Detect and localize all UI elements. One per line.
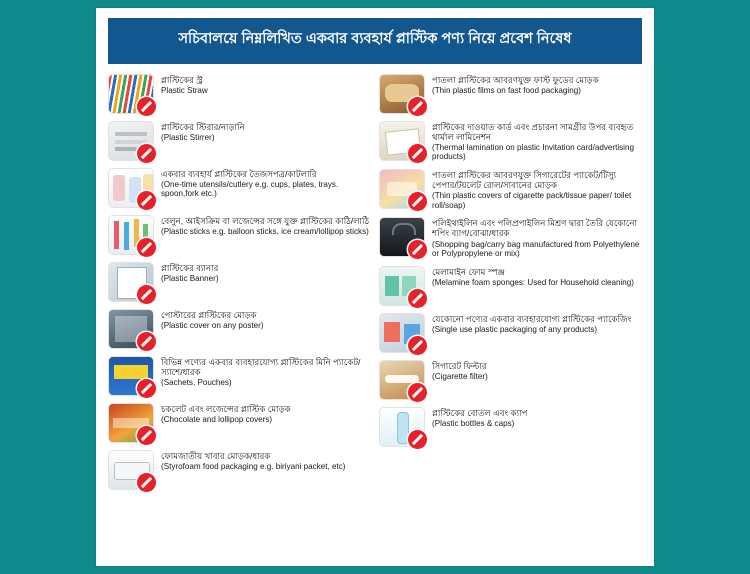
prohibition-icon — [408, 336, 427, 355]
item-label-bn: ফোমজাতীয় খাবার মোড়ক/ধারক — [161, 450, 271, 461]
list-item — [108, 309, 371, 349]
item-label-bn: প্লাস্টিকের দাওয়াত কার্ড এবং প্রচারনা সামগ্রীর উপর ব্যবহৃত থার্মাল লামিনেশন — [432, 121, 634, 142]
prohibition-icon — [408, 192, 427, 211]
poster-header-title: সচিবালয়ে নিম্নলিখিত একবার ব্যবহার্য প্লাস্টিক পণ্য নিয়ে প্রবেশ নিষেধ — [108, 18, 642, 64]
item-text — [161, 403, 291, 425]
item-label-bn: প্লাস্টিকের স্ট্র — [161, 74, 203, 85]
thumbnail-wrap — [108, 74, 154, 114]
thumbnail-wrap — [379, 313, 425, 353]
list-item — [379, 266, 642, 306]
thumbnail-wrap — [108, 309, 154, 349]
item-text — [432, 74, 599, 96]
item-label-bn: প্লাস্টিকের বোতল এবং ক্যাপ — [432, 407, 528, 418]
prohibition-icon — [408, 240, 427, 259]
item-text — [432, 217, 642, 258]
thumbnail-wrap — [108, 215, 154, 255]
thumbnail-wrap — [108, 450, 154, 490]
item-label-bn: পাতলা প্লাস্টিকের আবরণযুক্ত সিগারেটের প্যাকেট/টিস্যু পেপার/টয়লেট রোল/সাবানের মোড়ক — [432, 169, 617, 191]
item-label-en: (Thermal lamination on plastic Invitation card/advertising products) — [432, 142, 634, 162]
list-item — [108, 215, 371, 255]
item-label-en: (One-time utensils/cutlery e.g. cups, plates, trays. spoon,fork etc.) — [161, 179, 339, 199]
item-label-en: (Plastic cover on any poster) — [161, 320, 264, 330]
item-label-en: (Plastic sticks e.g. balloon sticks, ice cream/lollipop sticks) — [161, 226, 369, 236]
prohibition-icon — [408, 289, 427, 308]
item-label-en: (Melamine foam sponges: Used for Household cleaning) — [432, 277, 634, 287]
poster-card — [96, 8, 654, 566]
thumbnail-wrap — [108, 168, 154, 208]
item-text — [432, 313, 631, 335]
list-item — [108, 262, 371, 302]
thumbnail-wrap — [108, 403, 154, 443]
item-label-bn: প্লাস্টিকের স্টিরার/নাড়ানি — [161, 121, 245, 132]
poster-columns — [96, 64, 654, 497]
list-item — [379, 169, 642, 210]
item-text — [432, 121, 642, 162]
prohibition-icon — [137, 285, 156, 304]
prohibition-icon — [137, 426, 156, 445]
item-label-en: (Plastic Stirrer) — [161, 132, 215, 142]
prohibition-icon — [408, 430, 427, 449]
list-item — [379, 407, 642, 447]
thumbnail-wrap — [379, 266, 425, 306]
prohibition-icon — [137, 238, 156, 257]
item-text — [432, 360, 488, 382]
list-item — [108, 121, 371, 161]
prohibition-icon — [137, 473, 156, 492]
prohibition-icon — [408, 97, 427, 116]
list-item — [108, 356, 371, 396]
item-label-bn: মেলামাইন ফোম স্পঞ্জ — [432, 266, 506, 277]
thumbnail-wrap — [108, 262, 154, 302]
item-text — [161, 215, 369, 237]
item-label-en: (Sachets, Pouches) — [161, 377, 232, 387]
thumbnail-wrap — [379, 74, 425, 114]
item-label-en: (Thin plastic films on fast food packaging) — [432, 85, 581, 95]
item-label-en: (Styrofoam food packaging e.g. biriyani packet, etc) — [161, 461, 346, 471]
thumbnail-wrap — [379, 360, 425, 400]
list-item — [108, 403, 371, 443]
prohibition-icon — [408, 383, 427, 402]
prohibition-icon — [137, 144, 156, 163]
list-item — [379, 313, 642, 353]
list-item — [379, 360, 642, 400]
prohibition-icon — [137, 332, 156, 351]
item-label-bn: পাতলা প্লাস্টিকের আবরণযুক্ত ফাস্ট ফুডের মোড়ক — [432, 74, 599, 85]
item-text — [161, 121, 245, 143]
left-column — [108, 74, 371, 497]
list-item — [108, 168, 371, 208]
item-text — [432, 266, 634, 288]
item-label-en: (Plastic bottles & caps) — [432, 418, 515, 428]
list-item — [379, 121, 642, 162]
prohibition-icon — [408, 144, 427, 163]
item-label-bn: পোস্টারের প্লাস্টিকের মোড়ক — [161, 309, 257, 320]
item-label-bn: চকলেট এবং লজেন্সের প্লাস্টিক মোড়ক — [161, 403, 291, 414]
thumbnail-wrap — [379, 407, 425, 447]
item-label-bn: যেকোনো পণ্যের একবার ব্যবহারযোগ্য প্লাস্টিকের প্যাকেজিং — [432, 313, 632, 324]
item-label-bn: প্লাস্টিকের ব্যানার — [161, 262, 219, 273]
thumbnail-wrap — [379, 121, 425, 161]
prohibition-icon — [137, 379, 156, 398]
thumbnail-wrap — [379, 169, 425, 209]
item-text — [161, 74, 208, 96]
item-text — [161, 168, 371, 199]
prohibition-icon — [137, 191, 156, 210]
item-text — [432, 169, 642, 210]
thumbnail-wrap — [108, 356, 154, 396]
list-item — [379, 217, 642, 258]
item-label-en: (Chocolate and lollipop covers) — [161, 414, 273, 424]
prohibition-icon — [137, 97, 156, 116]
list-item — [108, 450, 371, 490]
item-text — [161, 356, 371, 388]
item-label-bn: বেলুন, আইসক্রিম বা লজেন্সের সঙ্গে যুক্ত প্লাস্টিকের কাঠি/লাঠি — [161, 215, 370, 226]
item-label-en: (Single use plastic packaging of any products) — [432, 324, 598, 334]
thumbnail-wrap — [379, 217, 425, 257]
item-label-en: Plastic Straw — [161, 85, 208, 95]
item-text — [161, 262, 219, 284]
list-item — [108, 74, 371, 114]
thumbnail-wrap — [108, 121, 154, 161]
list-item — [379, 74, 642, 114]
item-label-bn: বিভিন্ন পণ্যের একবার ব্যবহারযোগ্য প্লাস্টিকের মিনি প্যাকেট/স্যাশে/ধারক — [161, 356, 361, 377]
item-label-en: (Plastic Banner) — [161, 273, 219, 283]
item-label-bn: সিগারেট ফিল্টার — [432, 360, 487, 371]
item-label-bn: একবার ব্যবহার্য প্লাস্টিকের তৈজসপত্র/কাটলারি — [161, 168, 317, 179]
item-text — [432, 407, 527, 429]
right-column — [379, 74, 642, 497]
item-label-en: (Thin plastic covers of cigarette pack/tissue paper/ toilet roll/soap) — [432, 191, 632, 210]
item-label-bn: পলিইথাইলিন এবং পলিপ্রপাইলিন মিশ্রণ দ্বারা তৈরি যেকোনো শপিং ব্যাগ/বোঝা/ধারক — [432, 218, 637, 239]
item-text — [161, 309, 264, 331]
item-label-en: (Shopping bag/carry bag manufactured from Polyethylene or Polypropylene or mix) — [432, 239, 640, 259]
item-text — [161, 450, 345, 472]
item-label-en: (Cigarette filter) — [432, 371, 488, 381]
